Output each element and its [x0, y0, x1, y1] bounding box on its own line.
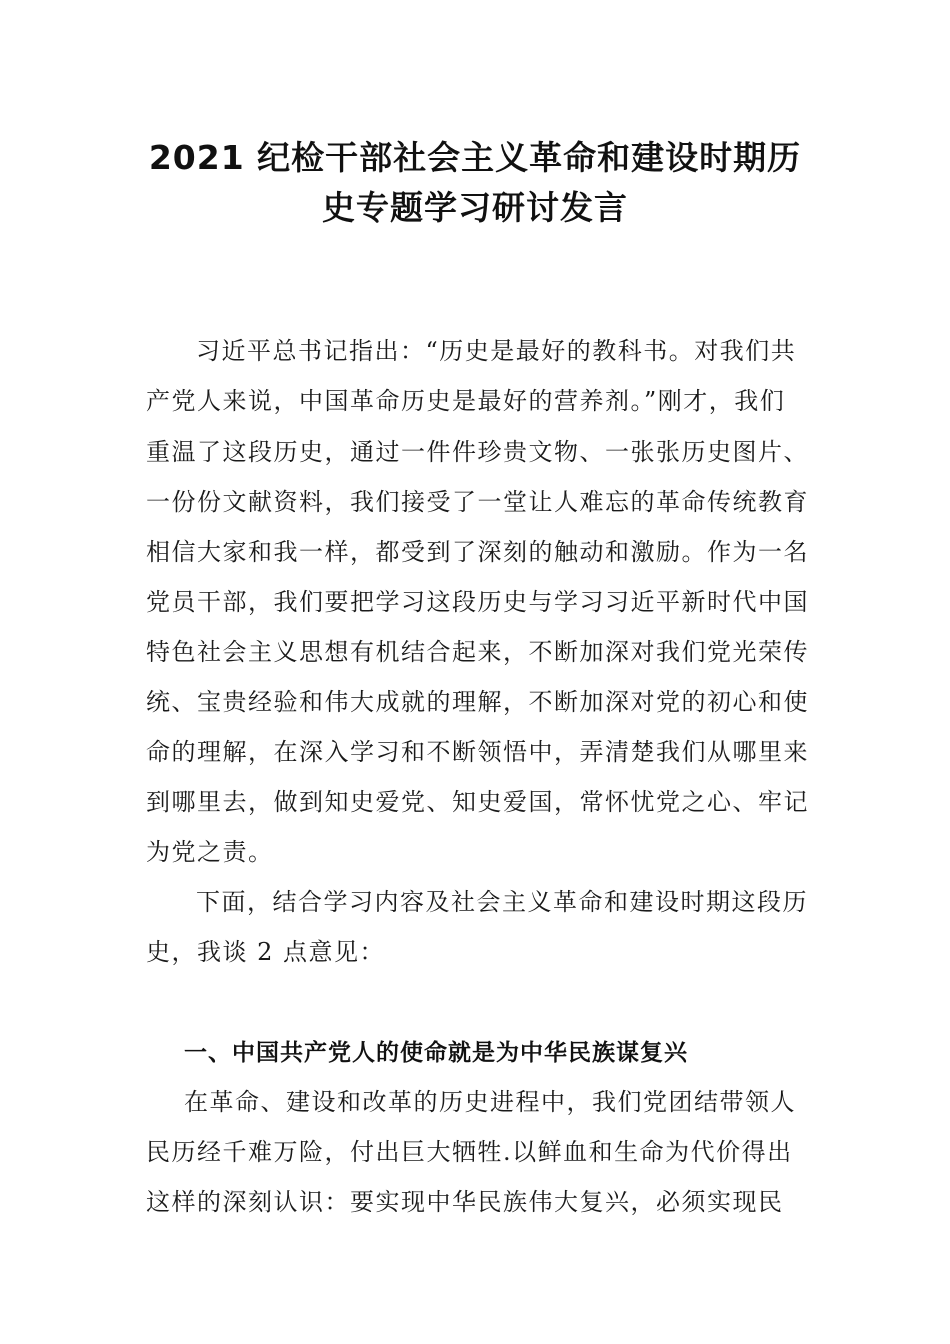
paragraph-1-line: 特色社会主义思想有机结合起来，不断加深对我们党光荣传	[146, 638, 809, 666]
section-1-heading: 一、中国共产党人的使命就是为中华民族谋复兴	[184, 1040, 688, 1066]
paragraph-1-line: 党员干部，我们要把学习这段历史与学习习近平新时代中国	[146, 588, 809, 616]
paragraph-1-line: 为党之责。	[146, 838, 274, 866]
paragraph-1-line: 到哪里去，做到知史爱党、知史爱国，常怀忧党之心、牢记	[146, 788, 809, 816]
paragraph-1-line: 相信大家和我一样，都受到了深刻的触动和激励。作为一名	[146, 538, 809, 566]
paragraph-3-line: 在革命、建设和改革的历史进程中，我们党团结带领人	[184, 1088, 796, 1116]
paragraph-1-line: 产党人来说，中国革命历史是最好的营养剂。”刚才，我们	[146, 387, 786, 415]
paragraph-1-line: 统、宝贵经验和伟大成就的理解，不断加深对党的初心和使	[146, 688, 809, 716]
paragraph-1-line: 重温了这段历史，通过一件件珍贵文物、一张张历史图片、	[146, 438, 809, 466]
paragraph-1-line: 一份份文献资料，我们接受了一堂让人难忘的革命传统教育	[146, 488, 809, 516]
paragraph-2-line: 史，我谈 2 点意见：	[146, 938, 386, 966]
document-title-line-1: 2021 纪检干部社会主义革命和建设时期历	[148, 138, 802, 177]
paragraph-1-line: 命的理解，在深入学习和不断领悟中，弄清楚我们从哪里来	[146, 738, 809, 766]
paragraph-2-line: 下面，结合学习内容及社会主义革命和建设时期这段历	[196, 888, 808, 916]
paragraph-3-line: 民历经千难万险，付出巨大牺牲.以鲜血和生命为代价得出	[146, 1138, 793, 1166]
paragraph-3-line: 这样的深刻认识：要实现中华民族伟大复兴，必须实现民	[146, 1188, 784, 1216]
paragraph-1-line: 习近平总书记指出：“历史是最好的教科书。对我们共	[196, 337, 797, 365]
document-title-line-2: 史专题学习研讨发言	[322, 188, 628, 227]
